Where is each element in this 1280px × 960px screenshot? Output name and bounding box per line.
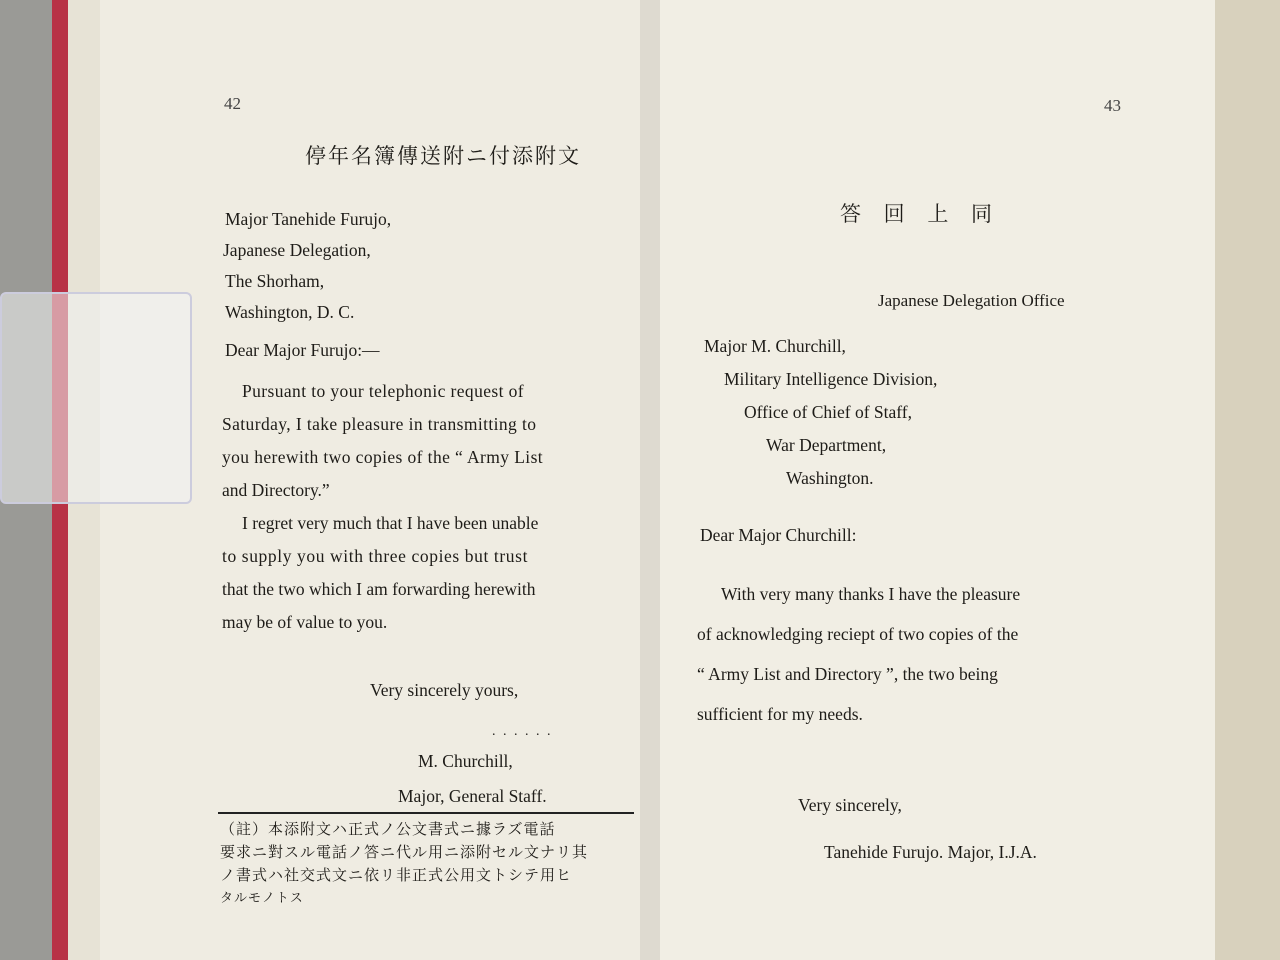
letter-body-right [697, 574, 1117, 734]
address-line: Office of Chief of Staff, [744, 402, 912, 422]
signature: M. Churchill, [418, 751, 513, 771]
body-line: Saturday, I take pleasure in transmitting to [222, 414, 537, 434]
body-line: may be of value to you. [222, 612, 388, 632]
salutation-right: Dear Major Churchill: [700, 525, 857, 545]
right-page [660, 0, 1215, 960]
recipient-address-right [704, 330, 937, 495]
salutation: Dear Major Furujo:— [225, 340, 380, 360]
footnote-line: （註）本添附文ハ正式ノ公文書式ニ據ラズ電話 [220, 820, 556, 838]
body-line: that the two which I am forwarding herewith [222, 579, 536, 599]
footnote-line: タルモノトス [220, 891, 304, 906]
body-line: to supply you with three copies but trust [222, 546, 529, 566]
footnote-rule [218, 812, 634, 814]
closing-right: Very sincerely, [798, 795, 902, 815]
recipient-address [225, 204, 391, 328]
address-line: Washington. [786, 468, 874, 488]
address-line: Japanese Delegation, [223, 240, 371, 260]
page-number-right: 43 [1104, 96, 1121, 115]
body-line: Pursuant to your telephonic request of [242, 381, 525, 401]
right-page-title: 答 回 上 同 [840, 202, 1001, 226]
signer-rank: Major, General Staff. [398, 786, 547, 806]
body-line: of acknowledging reciept of two copies of the [697, 624, 1019, 644]
address-line: Washington, D. C. [225, 302, 355, 322]
ellipsis-dots: . . . . . . [492, 724, 553, 739]
sender-office: Japanese Delegation Office [878, 291, 1065, 310]
letter-body [222, 375, 634, 639]
clear-page-holder [0, 292, 192, 504]
footnote-line: 要求ニ對スル電話ノ答ニ代ル用ニ添附セル文ナリ其 [220, 843, 589, 861]
signature-right: Tanehide Furujo. Major, I.J.A. [824, 842, 1037, 862]
left-page-title: 停年名簿傳送附ニ付添附文 [305, 144, 581, 168]
footnote [220, 818, 588, 910]
body-line: “ Army List and Directory ”, the two being [697, 664, 998, 684]
address-line: Major Tanehide Furujo, [225, 209, 392, 229]
address-line: Major M. Churchill, [704, 336, 846, 356]
address-line: The Shorham, [225, 271, 325, 291]
body-line: With very many thanks I have the pleasure [721, 584, 1021, 604]
body-line: sufficient for my needs. [697, 704, 863, 724]
closing: Very sincerely yours, [370, 680, 519, 700]
page-number-left: 42 [224, 94, 241, 113]
body-line: you herewith two copies of the “ Army List [222, 447, 544, 467]
footnote-line: ノ書式ハ社交式文ニ依リ非正式公用文トシテ用ヒ [220, 866, 573, 884]
page-edges-right [1215, 0, 1280, 960]
body-line: I regret very much that I have been unable [242, 513, 539, 533]
address-line: Military Intelligence Division, [724, 369, 938, 389]
address-line: War Department, [766, 435, 887, 455]
body-line: and Directory.” [222, 480, 330, 500]
